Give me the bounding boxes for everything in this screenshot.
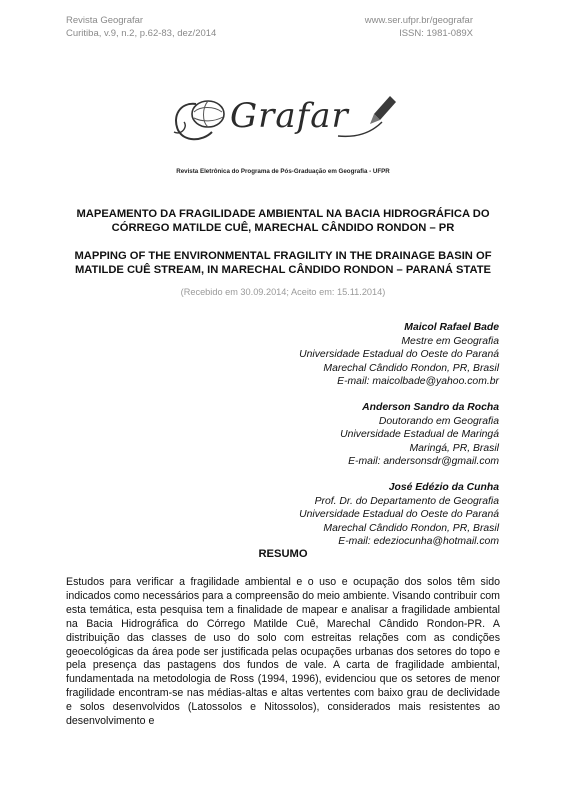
running-header-right	[365, 14, 473, 40]
author-block	[199, 401, 499, 469]
received-accepted-dates: (Recebido em 30.09.2014; Aceito em: 15.11.2014)	[180, 287, 386, 297]
issn: ISSN: 1981-089X	[399, 28, 473, 39]
abstract-text: Estudos para verificar a fragilidade ambiental e o uso e ocupação dos solos têm sido indicados como necessários para a compreensão do meio ambiente. Visando contribuir com esta temática, esta pesquisa tem a finalidade de mapear e analisar a fragilidade ambiental na Bacia Hidrográfica do Córrego Matilde Cuê, Marechal Cândido Rondon-PR. A distribuição das classes de uso do solo com estreitas relações com as condições geoecológicas da área pode ser justificada pelas ocupações urbanas dos setores do topo e pela presença das pastagens dos fundos de vale. A carta de fragilidade ambiental, fundamentada na metodologia de Ross (1994, 1996), evidenciou que os setores de menor fragilidade encontram-se nas médias-altas e altas vertentes com baixo grau de declividade e solos desenvolvidos (Latossolos e Nitossolos), considerados mais resistentes ao desenvolvimento e	[66, 576, 500, 728]
author-name: Anderson Sandro da Rocha	[362, 401, 499, 413]
abstract-heading: RESUMO	[258, 548, 308, 560]
journal-subtitle: Revista Eletrônica do Programa de Pós-Graduação em Geografia - UFPR	[176, 168, 390, 175]
journal-url: www.ser.ufpr.br/geografar	[364, 15, 473, 26]
title-english: MAPPING OF THE ENVIRONMENTAL FRAGILITY IN THE DRAINAGE BASIN OF MATILDE CUÊ STREAM, IN MARECHAL CÂNDIDO RONDON – PARANÁ STATE	[74, 250, 492, 276]
author-location: Maringá, PR, Brasil	[409, 442, 499, 454]
author-institution: Universidade Estadual de Maringá	[340, 429, 499, 441]
journal-logo	[168, 92, 398, 150]
author-location: Marechal Cândido Rondon, PR, Brasil	[323, 522, 499, 534]
author-name: Maicol Rafael Bade	[404, 322, 499, 333]
author-name: José Edézio da Cunha	[388, 481, 499, 493]
author-institution: Universidade Estadual do Oeste do Paraná	[299, 509, 499, 521]
author-block	[199, 481, 499, 549]
author-list	[199, 321, 499, 561]
title-portuguese: MAPEAMENTO DA FRAGILIDADE AMBIENTAL NA BACIA HIDROGRÁFICA DO CÓRREGO MATILDE CUÊ, MARECHAL CÂNDIDO RONDON – PR	[76, 208, 490, 234]
author-location: Marechal Cândido Rondon, PR, Brasil	[323, 362, 499, 374]
author-institution: Universidade Estadual do Oeste do Paraná	[299, 349, 499, 361]
author-role: Prof. Dr. do Departamento de Geografia	[314, 495, 499, 507]
author-email: E-mail: andersonsdr@gmail.com	[348, 456, 499, 468]
author-email: E-mail: maicolbade@yahoo.com.br	[337, 376, 499, 388]
journal-name: Revista Geografar	[66, 15, 144, 26]
author-email: E-mail: edeziocunha@hotmail.com	[338, 536, 499, 548]
author-role: Doutorando em Geografia	[378, 415, 499, 427]
citation: Curitiba, v.9, n.2, p.62-83, dez/2014	[66, 28, 217, 39]
running-header-left	[66, 14, 216, 40]
author-block	[199, 321, 499, 389]
logo-wordmark: Grafar	[230, 96, 349, 136]
author-role: Mestre em Geografia	[401, 335, 499, 347]
